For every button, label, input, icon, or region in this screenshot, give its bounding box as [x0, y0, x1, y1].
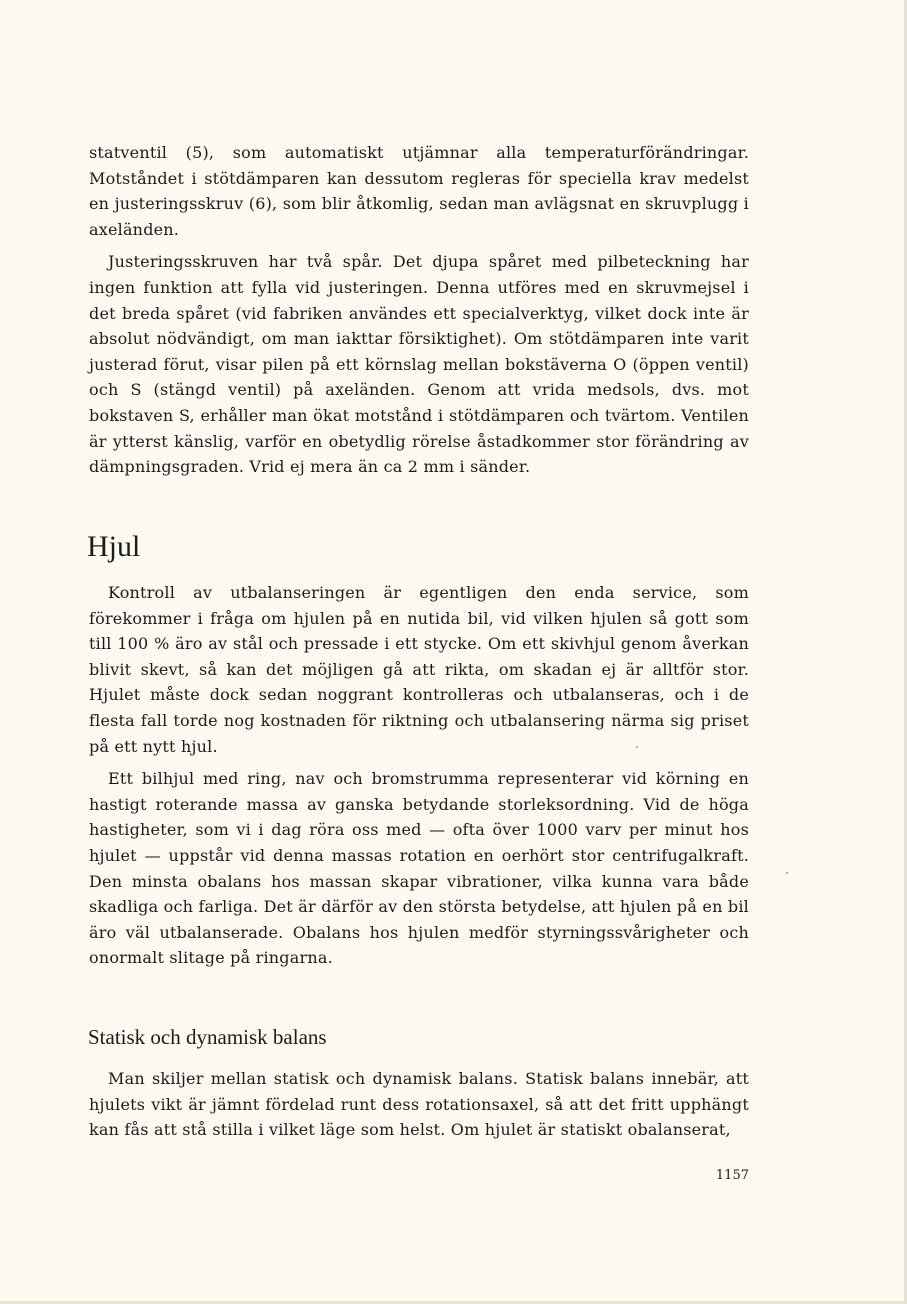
- section-balans-text: [89, 1066, 749, 1143]
- section-top-text: [89, 140, 749, 480]
- heading-hjul: Hjul: [87, 530, 141, 563]
- page-number: 1157: [715, 1168, 749, 1183]
- paragraph-justeringsskruven: Justeringsskruven har två spår. Det djupa spåret med pilbeteckning har ingen funktion att fylla vid justeringen. Denna utföres med en skruvmejsel i det breda spåret (vid fabriken användes ett specialverktyg, vilket dock inte är absolut nödvändigt, om man iakttar försiktighet). Om stötdämparen inte varit justerad förut, visar pilen på ett körnslag mellan bokstäverna O (öppen ventil) och S (stängd ventil) på axeländen. Genom att vrida medsols, dvs. mot bokstaven S, erhåller man ökat motstånd i stötdämparen och tvärtom. Ventilen är ytterst känslig, varför en obetydlig rörelse åstadkommer stor förändring av dämpningsgraden. Vrid ej mera än ca 2 mm i sänder.: [89, 252, 749, 477]
- heading-statisk-dynamisk-balans: Statisk och dynamisk balans: [88, 1025, 327, 1049]
- ink-speck: [786, 872, 788, 874]
- paragraph-man-skiljer: Man skiljer mellan statisk och dynamisk balans. Statisk balans innebär, att hjulets vikt är jämnt fördelad runt dess rotationsaxel, så att det fritt upphängt kan fås att stå stilla i vilket läge som helst. Om hjulet är statiskt obalanserat,: [89, 1069, 749, 1140]
- paragraph-kontroll: Kontroll av utbalanseringen är egentligen den enda service, som förekommer i fråga om hjulen på en nutida bil, vid vilken hjulen så gott som till 100 % äro av stål och pressade i ett stycke. Om ett skivhjul genom åverkan blivit skevt, så kan det möjligen gå att rikta, om skadan ej är alltför stor. Hjulet måste dock sedan noggrant kontrolleras och utbalanseras, och i de flesta fall torde nog kostnaden för riktning och utbalansering närma sig priset på ett nytt hjul.: [89, 583, 749, 756]
- paragraph-bilhjul: Ett bilhjul med ring, nav och bromstrumma representerar vid körning en hastigt roterande massa av ganska betydande storleksordning. Vid de höga hastigheter, som vi i dag röra oss med — ofta över 1000 varv per minut hos hjulet — uppstår vid denna massas rotation en oerhört stor centrifugalkraft. Den minsta obalans hos massan skapar vibrationer, vilka kunna vara både skadliga och farliga. Det är därför av den största betydelse, att hjulen på en bil äro väl utbalanserade. Obalans hos hjulen medför styrningssvårigheter och onormalt slitage på ringarna.: [89, 769, 749, 968]
- section-hjul-text: [89, 580, 749, 971]
- ink-speck: [636, 746, 638, 748]
- paragraph-statventil: statventil (5), som automatiskt utjämnar alla temperaturförändringar. Motståndet i stötdämparen kan dessutom regleras för speciella krav medelst en justeringsskruv (6), som blir åtkomlig, sedan man avlägsnat en skruvplugg i axeländen.: [89, 143, 749, 239]
